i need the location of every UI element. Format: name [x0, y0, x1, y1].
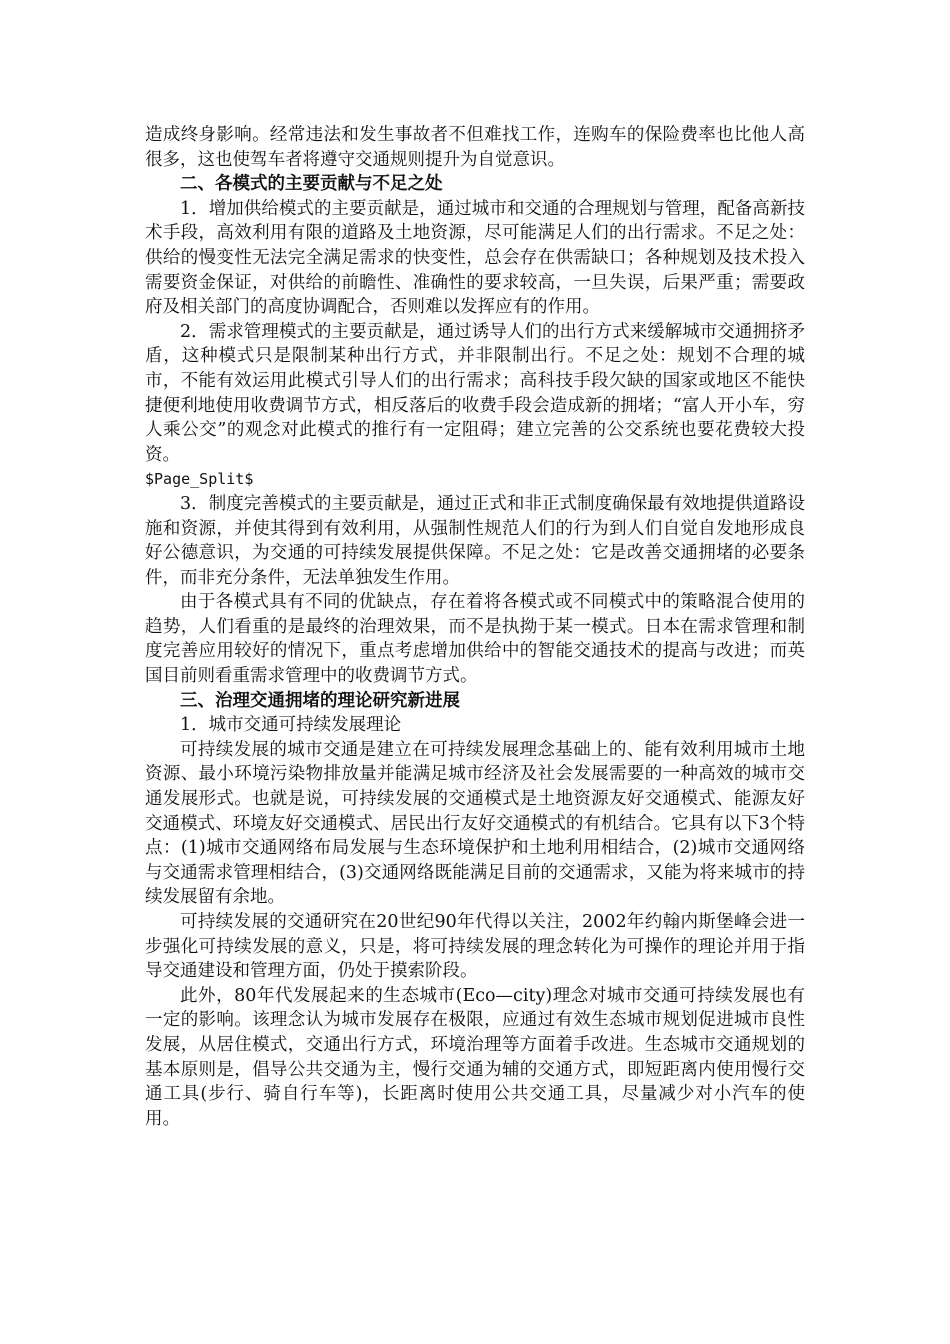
section-heading-2: 二、各模式的主要贡献与不足之处: [180, 174, 443, 195]
paragraph-mixed-model: 由于各模式具有不同的优缺点，存在着将各模式或不同模式中的策略混合使用的趋势，人们看重的是最终的治理效果，而不是执拗于某一模式。日本在需求管理和制度完善应用较好的情况下，重点考虑增加供给中的智能交通技术的提高与改进；而英国目前则看重需求管理中的收费调节方式。: [145, 592, 805, 687]
subsection-heading-1: 1．城市交通可持续发展理论: [180, 715, 402, 736]
paragraph-institution-model: 3．制度完善模式的主要贡献是，通过正式和非正式制度确保最有效地提供道路设施和资源，并使其得到有效利用，从强制性规范人们的行为到人们自觉自发地形成良好公德意识，为交通的可持续发展提供保障。不足之处：它是改善交通拥堵的必要条件，而非充分条件，无法单独发生作用。: [145, 493, 805, 588]
paragraph-sustainable-research: 可持续发展的交通研究在20世纪90年代得以关注，2002年约翰内斯堡峰会进一步强化可持续发展的意义，只是，将可持续发展的理念转化为可操作的理论并用于指导交通建设和管理方面，仍处于摸索阶段。: [145, 912, 805, 982]
page-split-marker: $Page_Split$: [145, 470, 254, 489]
paragraph-demand-model: 2．需求管理模式的主要贡献是，通过诱导人们的出行方式来缓解城市交通拥挤矛盾，这种模式只是限制某种出行方式，并非限制出行。不足之处：规划不合理的城市，不能有效运用此模式引导人们的出行需求；高科技手段欠缺的国家或地区不能快捷便利地使用收费调节方式，相反落后的收费手段会造成新的拥堵；“富人开小车，穷人乘公交”的观念对此模式的推行有一定阻碍；建立完善的公交系统也要花费较大投资。: [145, 321, 805, 465]
paragraph-eco-city: 此外，80年代发展起来的生态城市(Eco—city)理念对城市交通可持续发展也有一定的影响。该理念认为城市发展存在极限，应通过有效生态城市规划促进城市良性发展，从居住模式，交通出行方式，环境治理等方面着手改进。生态城市交通规划的基本原则是，倡导公共交通为主，慢行交通为辅的交通方式，即短距离内使用慢行交通工具(步行、骑自行车等)，长距离时使用公共交通工具，尽量减少对小汽车的使用。: [145, 985, 805, 1129]
paragraph-intro: 造成终身影响。经常违法和发生事故者不但难找工作，连购车的保险费率也比他人高很多，这也使驾车者将遵守交通规则提升为自觉意识。: [145, 125, 805, 170]
paragraph-supply-model: 1．增加供给模式的主要贡献是，通过城市和交通的合理规划与管理，配备高新技术手段，高效利用有限的道路及土地资源，尽可能满足人们的出行需求。不足之处：供给的慢变性无法完全满足需求的快变性，总会存在供需缺口；各种规划及技术投入需要资金保证，对供给的前瞻性、准确性的要求较高，一旦失误，后果严重；需要政府及相关部门的高度协调配合，否则难以发挥应有的作用。: [145, 198, 805, 318]
section-heading-3: 三、治理交通拥堵的理论研究新进展: [180, 690, 460, 711]
paragraph-sustainable-transport: 可持续发展的城市交通是建立在可持续发展理念基础上的、能有效利用城市土地资源、最小环境污染物排放量并能满足城市经济及社会发展需要的一种高效的城市交通发展形式。也就是说，可持续发展的交通模式是土地资源友好交通模式、能源友好交通模式、环境友好交通模式、居民出行友好交通模式的有机结合。它具有以下3个特点：(1)城市交通网络布局发展与生态环境保护和土地利用相结合，(2)城市交通网络与交通需求管理相结合，(3)交通网络既能满足目前的交通需求，又能为将来城市的持续发展留有余地。: [145, 739, 805, 908]
document-body: [145, 123, 805, 1131]
